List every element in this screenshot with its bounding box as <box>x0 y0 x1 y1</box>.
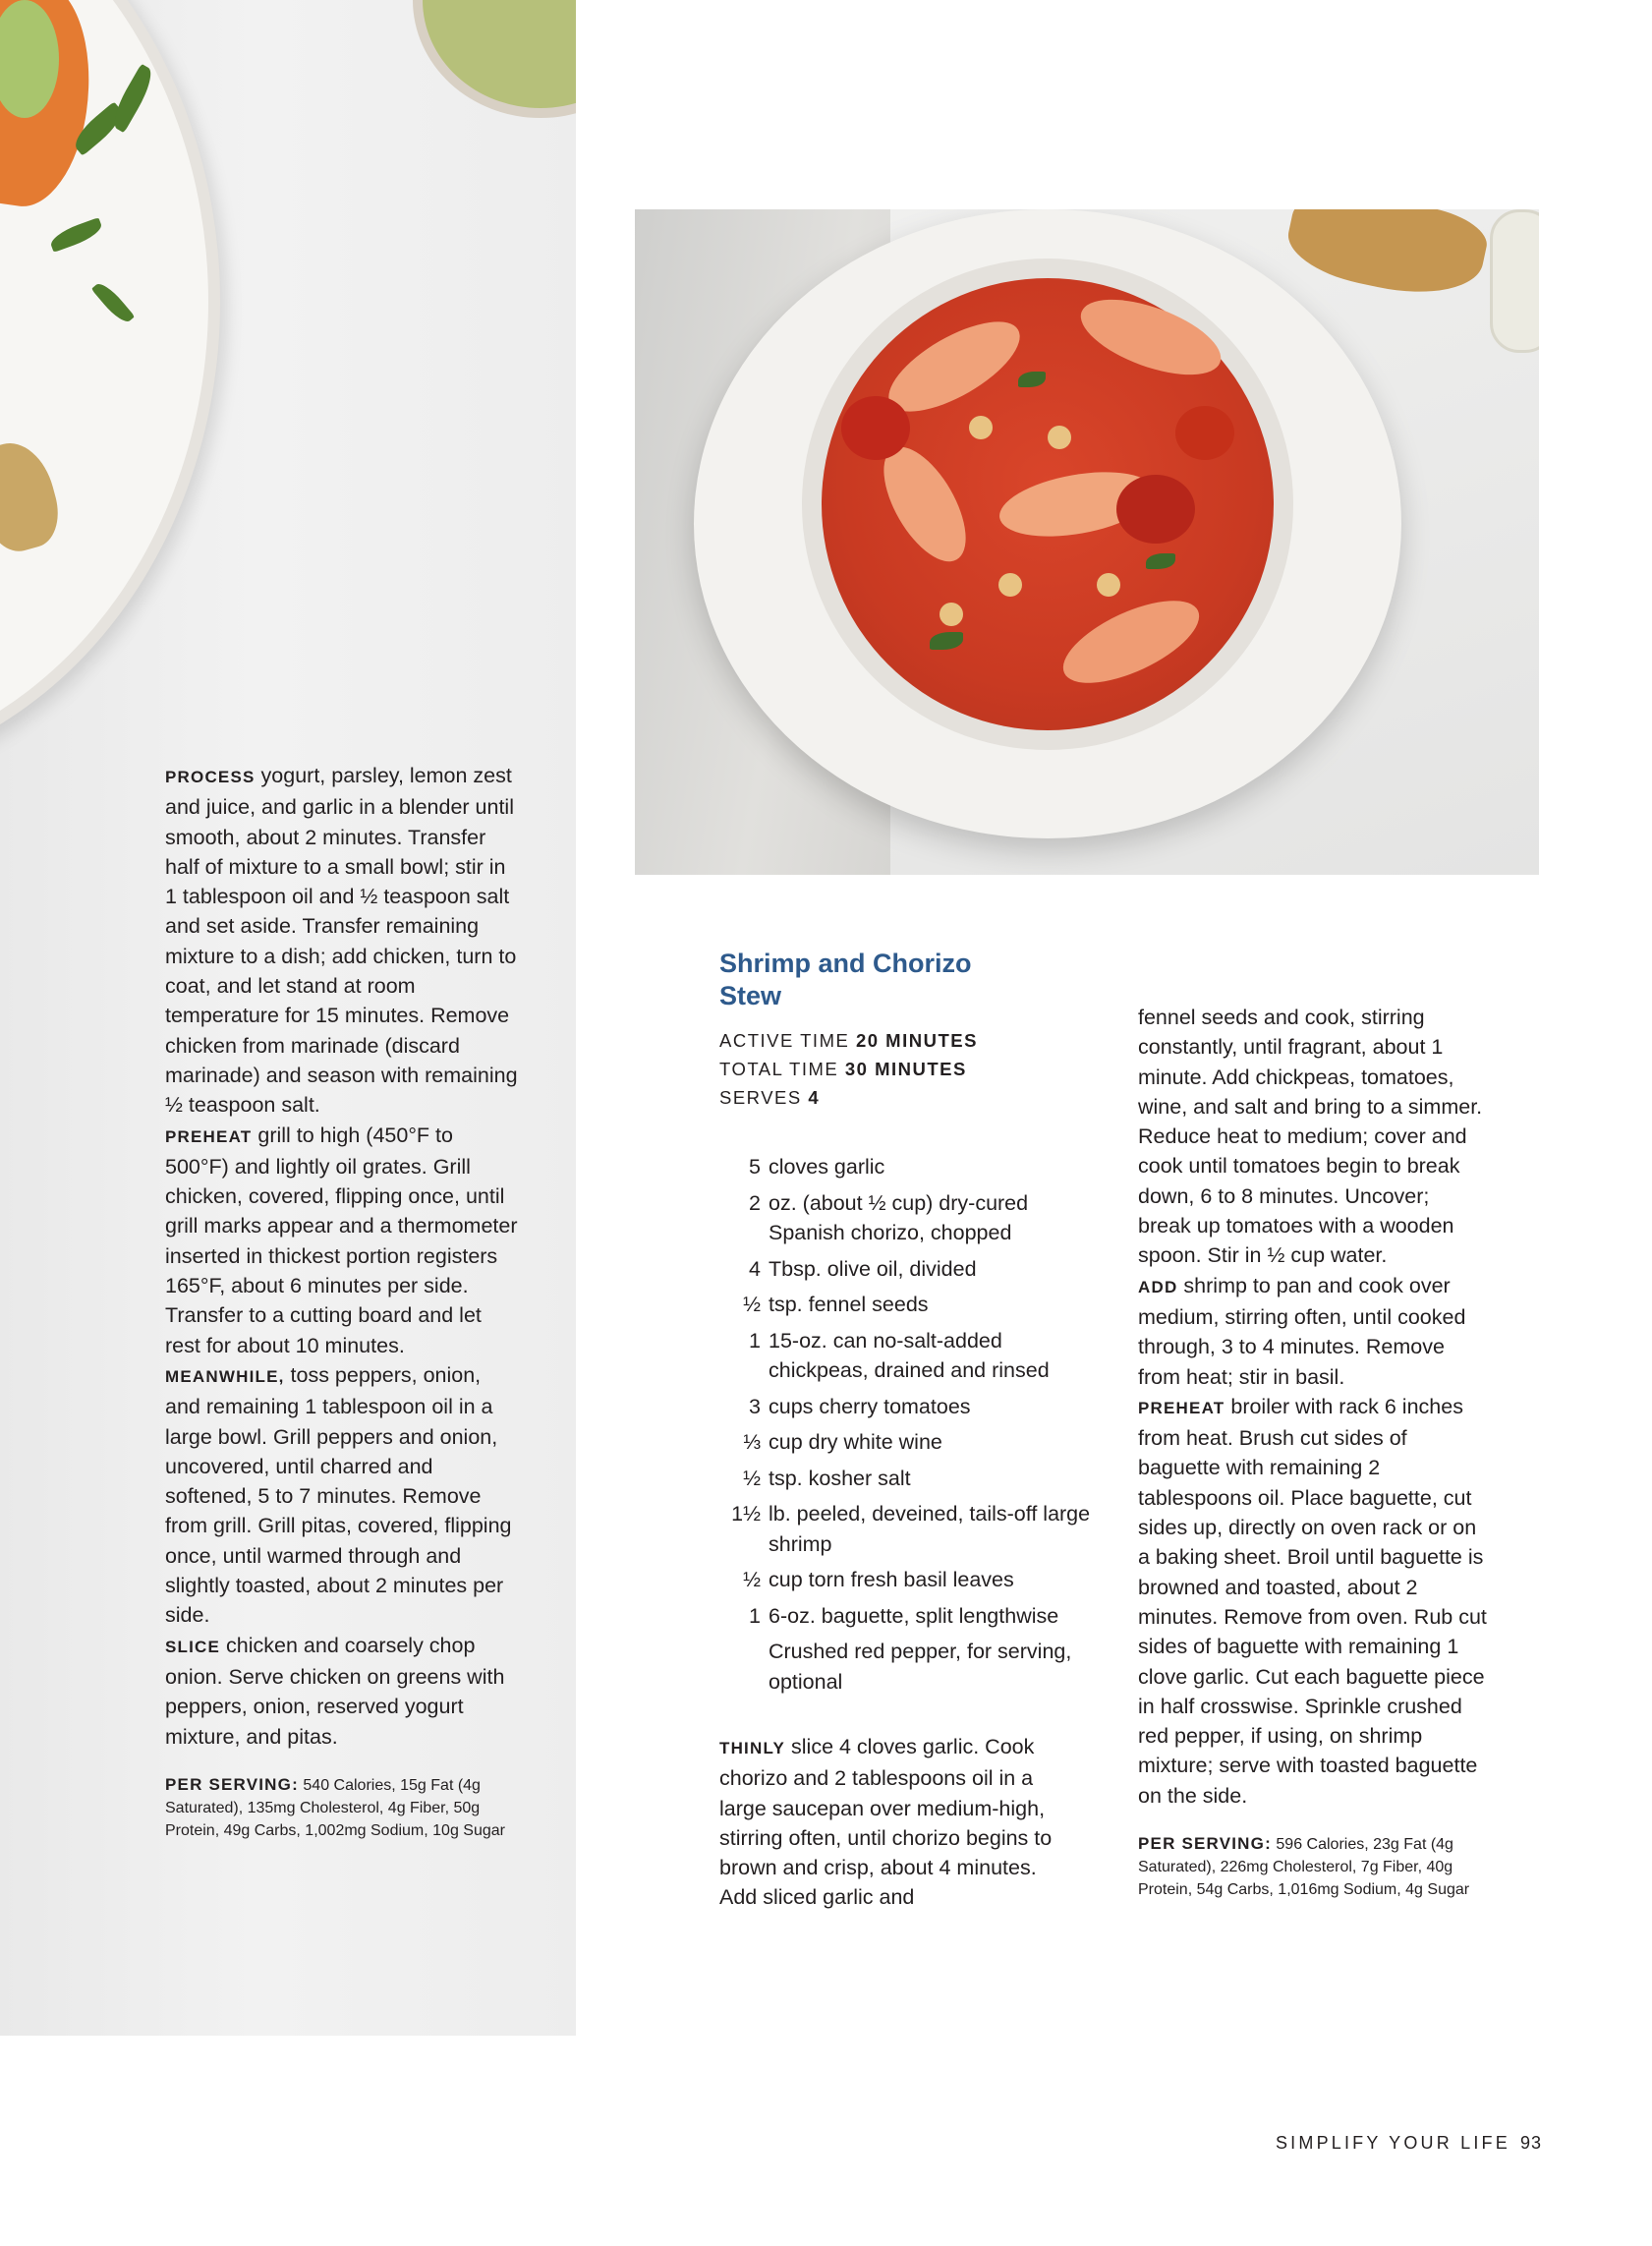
active-time: ACTIVE TIME 20 MINUTES <box>719 1030 978 1051</box>
sauce-bowl-image <box>413 0 576 118</box>
ingredient-list <box>719 1152 1093 1913</box>
ingredient-item: 4 Tbsp. olive oil, divided <box>749 1256 977 1281</box>
ingredient-item: ½ tsp. fennel seeds <box>743 1293 929 1316</box>
page-footer <box>1276 2133 1542 2154</box>
tomato-image <box>1116 475 1195 544</box>
step-preheat: PREHEAT broiler with rack 6 inches from heat. Brush cut sides of baguette with remaining 2 tablespoons oil. Place baguette, cut sides up, directly on oven rack or on a baking sheet. Broil until baguette is browned and toasted, about 2 minutes. Remove from oven. Rub cut sides of baguette with remaining 1 clove garlic. Cut each baguette piece in half crosswise. Sprinkle crushed red pepper, if using, on shrimp mixture; serve with toasted baguette on the side. <box>1138 1394 1487 1808</box>
ingredient-item: ⅓ cup dry white wine <box>743 1430 942 1454</box>
step-thinly: THINLY slice 4 cloves garlic. Cook chorizo and 2 tablespoons oil in a large saucepan over medium-high, stirring often, until chorizo begins to brown and crisp, about 4 minutes. Add sliced garlic and <box>719 1735 1053 1910</box>
bowl-image <box>694 209 1401 838</box>
right-instructions <box>1138 1003 1487 1901</box>
instruction-meanwhile: MEANWHILE, toss peppers, onion, and remaining 1 tablespoon oil in a large bowl. Grill peppers and onion, uncovered, until charred and softened, 5 to 7 minutes. Remove from grill. Grill pitas, covered, flipping once, until warmed through and slightly toasted, about 2 minutes per side. <box>165 1362 512 1628</box>
ingredient-item: 3 cups cherry tomatoes <box>749 1394 971 1418</box>
instruction-preheat: PREHEAT grill to high (450°F to 500°F) and lightly oil grates. Grill chicken, covered, flipping once, until grill marks appear and a thermometer inserted in thickest portion registers 165°F, about 6 minutes per side. Transfer to a cutting board and let rest for about 10 minutes. <box>165 1123 518 1357</box>
instruction-process: PROCESS yogurt, parsley, lemon zest and juice, and garlic in a blender until smooth, about 2 minutes. Transfer half of mixture to a small bowl; stir in 1 tablespoon oil and ½ teaspoon salt and set aside. Transfer remaining mixture to a dish; add chicken, turn to coat, and let stand at room temperature for 15 minutes. Remove chicken from marinade (discard marinade) and season with remaining ½ teaspoon salt. <box>165 764 518 1118</box>
step-continued: fennel seeds and cook, stirring constantly, until fragrant, about 1 minute. Add chickpeas, tomatoes, wine, and salt and bring to a simmer. Reduce heat to medium; cover and cook until tomatoes begin to break down, 6 to 8 minutes. Uncover; break up tomatoes with a wooden spoon. Stir in ½ cup water. <box>1138 1006 1483 1268</box>
total-time: TOTAL TIME 30 MINUTES <box>719 1059 967 1079</box>
section-name: SIMPLIFY YOUR LIFE <box>1275 2133 1510 2153</box>
tomato-image <box>841 396 910 460</box>
left-nutrition: PER SERVING: 540 Calories, 15g Fat (4g Saturated), 135mg Cholesterol, 4g Fiber, 50g Protein, 49g Carbs, 1,002mg Sodium, 10g Sugar <box>165 1774 505 1839</box>
chickpea-image <box>940 603 963 626</box>
shrimp-image <box>1052 584 1210 700</box>
chickpea-image <box>969 416 993 439</box>
ingredient-item: ½ cup torn fresh basil leaves <box>743 1568 1014 1591</box>
stew-photo <box>635 209 1539 875</box>
chickpea-image <box>1048 426 1071 449</box>
ingredient-item: 2 oz. (about ½ cup) dry-cured Spanish chorizo, chopped <box>749 1190 1029 1244</box>
basil-leaf-image <box>1018 372 1046 387</box>
serves: SERVES 4 <box>719 1087 821 1108</box>
toasted-baguette-image <box>1282 209 1492 308</box>
ingredient-item: 5 cloves garlic <box>749 1155 885 1179</box>
chickpea-image <box>998 573 1022 597</box>
tomato-image <box>1175 406 1234 460</box>
stew-image <box>822 278 1274 730</box>
wine-glass-image <box>1490 209 1539 353</box>
instruction-slice: SLICE chicken and coarsely chop onion. Serve chicken on greens with peppers, onion, reserved yogurt mixture, and pitas. <box>165 1633 505 1749</box>
ingredient-item: ½ tsp. kosher salt <box>743 1466 911 1490</box>
step-add: ADD shrimp to pan and cook over medium, stirring often, until cooked through, 3 to 4 minutes. Remove from heat; stir in basil. <box>1138 1273 1466 1389</box>
page-number: 93 <box>1519 2133 1542 2153</box>
left-instructions <box>165 761 519 1842</box>
recipe-meta <box>719 1026 978 1112</box>
recipe-nutrition: PER SERVING: 596 Calories, 23g Fat (4g Saturated), 226mg Cholesterol, 7g Fiber, 40g Protein, 54g Carbs, 1,016mg Sodium, 4g Sugar <box>1138 1834 1470 1899</box>
ingredient-item: Crushed red pepper, for serving, optional <box>769 1640 1072 1694</box>
ingredient-item: 1 15-oz. can no-salt-added chickpeas, drained and rinsed <box>749 1328 1050 1382</box>
recipe-title: Shrimp and Chorizo Stew <box>719 949 972 1010</box>
ingredient-item: 1 6-oz. baguette, split lengthwise <box>749 1603 1059 1628</box>
basil-leaf-image <box>930 632 963 650</box>
chickpea-image <box>1097 573 1120 597</box>
basil-leaf-image <box>1146 553 1175 569</box>
ingredient-item: 1½ lb. peeled, deveined, tails-off large shrimp <box>731 1502 1091 1556</box>
